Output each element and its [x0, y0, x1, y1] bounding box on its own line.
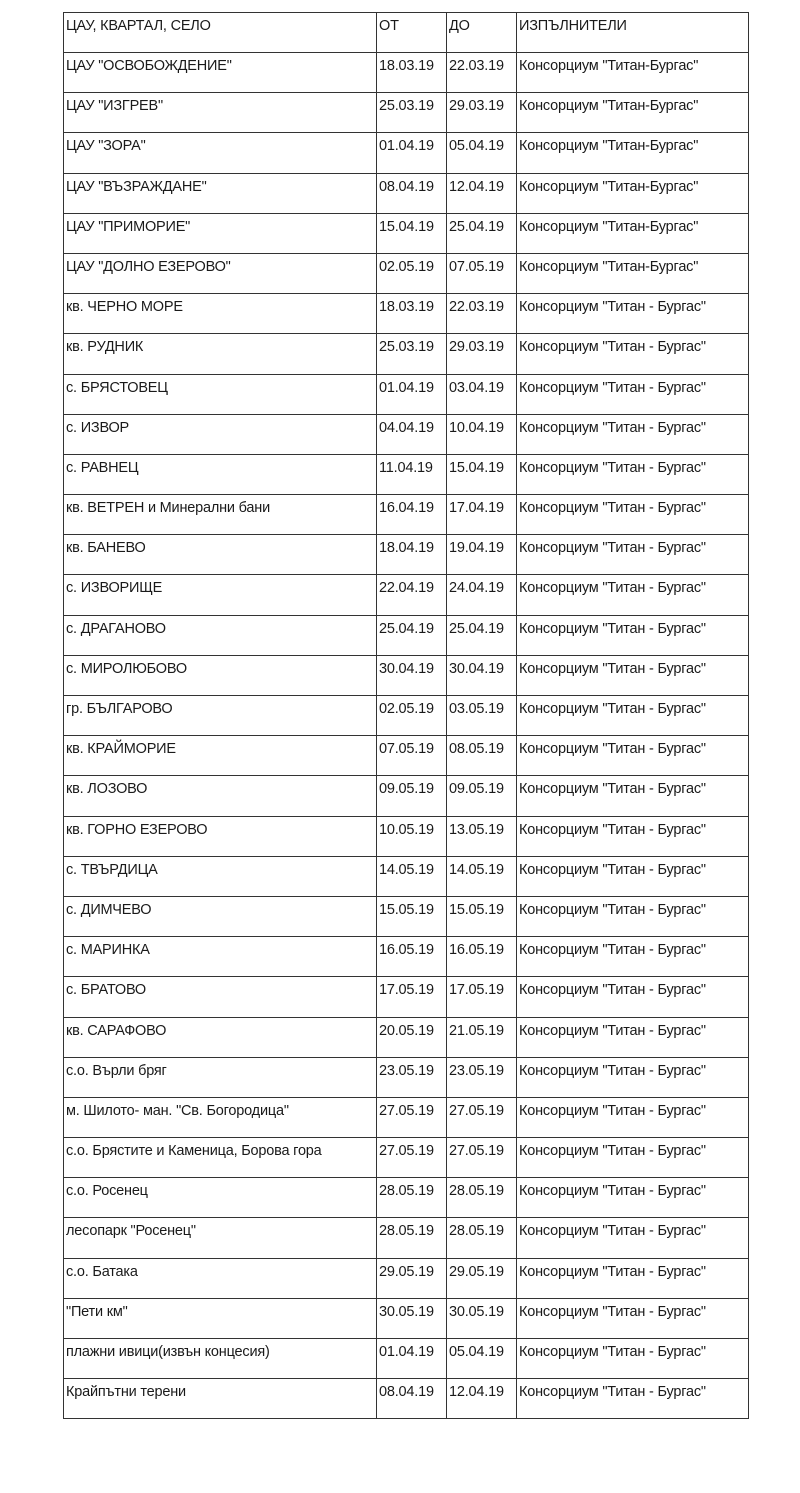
table-row	[64, 1097, 749, 1137]
table-row	[64, 334, 749, 374]
from-date-cell: 28.05.19	[377, 1178, 447, 1218]
from-date-cell: 20.05.19	[377, 1017, 447, 1057]
table-row	[64, 937, 749, 977]
place-cell: с. ДИМЧЕВО	[64, 896, 377, 936]
from-date-cell: 15.04.19	[377, 213, 447, 253]
place-cell: кв. ЧЕРНО МОРЕ	[64, 294, 377, 334]
place-cell: ЦАУ "ИЗГРЕВ"	[64, 93, 377, 133]
place-cell: ЦАУ "ВЪЗРАЖДАНЕ"	[64, 173, 377, 213]
executor-cell: Консорциум "Титан - Бургас"	[517, 454, 749, 494]
place-cell: с.о. Росенец	[64, 1178, 377, 1218]
executor-cell: Консорциум "Титан-Бургас"	[517, 133, 749, 173]
from-date-cell: 16.05.19	[377, 937, 447, 977]
place-cell: ЦАУ "ЗОРА"	[64, 133, 377, 173]
table-row	[64, 736, 749, 776]
place-cell: ЦАУ "ОСВОБОЖДЕНИЕ"	[64, 53, 377, 93]
table-row	[64, 1258, 749, 1298]
to-date-cell: 22.03.19	[447, 294, 517, 334]
to-date-cell: 15.05.19	[447, 896, 517, 936]
executor-cell: Консорциум "Титан - Бургас"	[517, 1057, 749, 1097]
place-cell: кв. РУДНИК	[64, 334, 377, 374]
table-row	[64, 696, 749, 736]
table-row	[64, 213, 749, 253]
from-date-cell: 25.04.19	[377, 615, 447, 655]
place-cell: кв. САРАФОВО	[64, 1017, 377, 1057]
to-date-cell: 12.04.19	[447, 173, 517, 213]
to-date-cell: 21.05.19	[447, 1017, 517, 1057]
table-row	[64, 1178, 749, 1218]
from-date-cell: 07.05.19	[377, 736, 447, 776]
to-date-cell: 07.05.19	[447, 253, 517, 293]
table-row	[64, 53, 749, 93]
executor-cell: Консорциум "Титан - Бургас"	[517, 856, 749, 896]
to-date-cell: 15.04.19	[447, 454, 517, 494]
to-date-cell: 28.05.19	[447, 1178, 517, 1218]
place-cell: гр. БЪЛГАРОВО	[64, 696, 377, 736]
table-row	[64, 454, 749, 494]
to-date-cell: 13.05.19	[447, 816, 517, 856]
to-date-cell: 05.04.19	[447, 1339, 517, 1379]
to-date-cell: 28.05.19	[447, 1218, 517, 1258]
place-cell: с. БРАТОВО	[64, 977, 377, 1017]
from-date-cell: 23.05.19	[377, 1057, 447, 1097]
from-date-cell: 30.04.19	[377, 655, 447, 695]
from-date-cell: 22.04.19	[377, 575, 447, 615]
executor-cell: Консорциум "Титан-Бургас"	[517, 253, 749, 293]
from-date-cell: 27.05.19	[377, 1138, 447, 1178]
executor-cell: Консорциум "Титан - Бургас"	[517, 816, 749, 856]
table-row	[64, 856, 749, 896]
from-date-cell: 02.05.19	[377, 253, 447, 293]
place-cell: кв. ГОРНО ЕЗЕРОВО	[64, 816, 377, 856]
from-date-cell: 18.03.19	[377, 294, 447, 334]
table-row	[64, 1017, 749, 1057]
place-cell: с.о. Върли бряг	[64, 1057, 377, 1097]
place-cell: плажни ивици(извън концесия)	[64, 1339, 377, 1379]
from-date-cell: 08.04.19	[377, 1379, 447, 1419]
executor-cell: Консорциум "Титан-Бургас"	[517, 213, 749, 253]
executor-cell: Консорциум "Титан - Бургас"	[517, 334, 749, 374]
from-date-cell: 15.05.19	[377, 896, 447, 936]
to-date-cell: 27.05.19	[447, 1138, 517, 1178]
from-date-cell: 08.04.19	[377, 173, 447, 213]
to-date-cell: 29.03.19	[447, 93, 517, 133]
table-row	[64, 896, 749, 936]
place-cell: кв. ЛОЗОВО	[64, 776, 377, 816]
table-body	[64, 13, 749, 1419]
table-row	[64, 1057, 749, 1097]
from-date-cell: 10.05.19	[377, 816, 447, 856]
header-executor: ИЗПЪЛНИТЕЛИ	[517, 13, 749, 53]
from-date-cell: 17.05.19	[377, 977, 447, 1017]
from-date-cell: 01.04.19	[377, 133, 447, 173]
to-date-cell: 12.04.19	[447, 1379, 517, 1419]
executor-cell: Консорциум "Титан - Бургас"	[517, 1298, 749, 1338]
executor-cell: Консорциум "Титан - Бургас"	[517, 1017, 749, 1057]
place-cell: с. МИРОЛЮБОВО	[64, 655, 377, 695]
to-date-cell: 30.05.19	[447, 1298, 517, 1338]
from-date-cell: 27.05.19	[377, 1097, 447, 1137]
table-row	[64, 374, 749, 414]
table-row	[64, 816, 749, 856]
to-date-cell: 27.05.19	[447, 1097, 517, 1137]
from-date-cell: 16.04.19	[377, 495, 447, 535]
from-date-cell: 01.04.19	[377, 374, 447, 414]
table-row	[64, 294, 749, 334]
executor-cell: Консорциум "Титан - Бургас"	[517, 655, 749, 695]
to-date-cell: 16.05.19	[447, 937, 517, 977]
from-date-cell: 04.04.19	[377, 414, 447, 454]
executor-cell: Консорциум "Титан-Бургас"	[517, 173, 749, 213]
to-date-cell: 17.05.19	[447, 977, 517, 1017]
place-cell: с.о. Брястите и Каменица, Борова гора	[64, 1138, 377, 1178]
from-date-cell: 25.03.19	[377, 93, 447, 133]
from-date-cell: 25.03.19	[377, 334, 447, 374]
place-cell: с. ТВЪРДИЦА	[64, 856, 377, 896]
executor-cell: Консорциум "Титан - Бургас"	[517, 1379, 749, 1419]
table-row	[64, 1339, 749, 1379]
to-date-cell: 30.04.19	[447, 655, 517, 695]
to-date-cell: 29.03.19	[447, 334, 517, 374]
to-date-cell: 24.04.19	[447, 575, 517, 615]
table-row	[64, 1138, 749, 1178]
executor-cell: Консорциум "Титан-Бургас"	[517, 93, 749, 133]
place-cell: кв. БАНЕВО	[64, 535, 377, 575]
from-date-cell: 14.05.19	[377, 856, 447, 896]
table-row	[64, 133, 749, 173]
place-cell: ЦАУ "ПРИМОРИЕ"	[64, 213, 377, 253]
executor-cell: Консорциум "Титан - Бургас"	[517, 1178, 749, 1218]
executor-cell: Консорциум "Титан - Бургас"	[517, 937, 749, 977]
table-row	[64, 535, 749, 575]
from-date-cell: 18.04.19	[377, 535, 447, 575]
executor-cell: Консорциум "Титан - Бургас"	[517, 1339, 749, 1379]
to-date-cell: 25.04.19	[447, 615, 517, 655]
place-cell: кв. КРАЙМОРИЕ	[64, 736, 377, 776]
to-date-cell: 29.05.19	[447, 1258, 517, 1298]
to-date-cell: 03.05.19	[447, 696, 517, 736]
to-date-cell: 08.05.19	[447, 736, 517, 776]
to-date-cell: 23.05.19	[447, 1057, 517, 1097]
from-date-cell: 11.04.19	[377, 454, 447, 494]
header-row	[64, 13, 749, 53]
executor-cell: Консорциум "Титан - Бургас"	[517, 414, 749, 454]
table-row	[64, 1379, 749, 1419]
executor-cell: Консорциум "Титан - Бургас"	[517, 535, 749, 575]
place-cell: с. БРЯСТОВЕЦ	[64, 374, 377, 414]
executor-cell: Консорциум "Титан - Бургас"	[517, 1218, 749, 1258]
table-row	[64, 495, 749, 535]
place-cell: с. ИЗВОРИЩЕ	[64, 575, 377, 615]
from-date-cell: 09.05.19	[377, 776, 447, 816]
executor-cell: Консорциум "Титан - Бургас"	[517, 896, 749, 936]
from-date-cell: 02.05.19	[377, 696, 447, 736]
executor-cell: Консорциум "Титан - Бургас"	[517, 1097, 749, 1137]
header-from: ОТ	[377, 13, 447, 53]
to-date-cell: 05.04.19	[447, 133, 517, 173]
table-row	[64, 655, 749, 695]
table-row	[64, 977, 749, 1017]
executor-cell: Консорциум "Титан - Бургас"	[517, 294, 749, 334]
place-cell: лесопарк "Росенец"	[64, 1218, 377, 1258]
to-date-cell: 10.04.19	[447, 414, 517, 454]
to-date-cell: 22.03.19	[447, 53, 517, 93]
executor-cell: Консорциум "Титан - Бургас"	[517, 1138, 749, 1178]
place-cell: с. ИЗВОР	[64, 414, 377, 454]
place-cell: кв. ВЕТРЕН и Минерални бани	[64, 495, 377, 535]
header-to: ДО	[447, 13, 517, 53]
table-row	[64, 93, 749, 133]
table-row	[64, 253, 749, 293]
executor-cell: Консорциум "Титан-Бургас"	[517, 53, 749, 93]
executor-cell: Консорциум "Титан - Бургас"	[517, 776, 749, 816]
place-cell: с.о. Батака	[64, 1258, 377, 1298]
executor-cell: Консорциум "Титан - Бургас"	[517, 1258, 749, 1298]
executor-cell: Консорциум "Титан - Бургас"	[517, 696, 749, 736]
to-date-cell: 09.05.19	[447, 776, 517, 816]
place-cell: с. ДРАГАНОВО	[64, 615, 377, 655]
to-date-cell: 25.04.19	[447, 213, 517, 253]
schedule-table	[63, 12, 749, 1419]
to-date-cell: 19.04.19	[447, 535, 517, 575]
place-cell: "Пети км"	[64, 1298, 377, 1338]
table-row	[64, 575, 749, 615]
executor-cell: Консорциум "Титан - Бургас"	[517, 495, 749, 535]
place-cell: ЦАУ "ДОЛНО ЕЗЕРОВО"	[64, 253, 377, 293]
place-cell: с. РАВНЕЦ	[64, 454, 377, 494]
place-cell: м. Шилото- ман. "Св. Богородица"	[64, 1097, 377, 1137]
to-date-cell: 03.04.19	[447, 374, 517, 414]
from-date-cell: 18.03.19	[377, 53, 447, 93]
place-cell: с. МАРИНКА	[64, 937, 377, 977]
table-row	[64, 1218, 749, 1258]
executor-cell: Консорциум "Титан - Бургас"	[517, 615, 749, 655]
executor-cell: Консорциум "Титан - Бургас"	[517, 736, 749, 776]
from-date-cell: 29.05.19	[377, 1258, 447, 1298]
from-date-cell: 30.05.19	[377, 1298, 447, 1338]
to-date-cell: 14.05.19	[447, 856, 517, 896]
to-date-cell: 17.04.19	[447, 495, 517, 535]
executor-cell: Консорциум "Титан - Бургас"	[517, 374, 749, 414]
table-row	[64, 414, 749, 454]
from-date-cell: 01.04.19	[377, 1339, 447, 1379]
executor-cell: Консорциум "Титан - Бургас"	[517, 977, 749, 1017]
table-row	[64, 173, 749, 213]
table-row	[64, 1298, 749, 1338]
table-row	[64, 615, 749, 655]
header-place: ЦАУ, КВАРТАЛ, СЕЛО	[64, 13, 377, 53]
place-cell: Крайпътни терени	[64, 1379, 377, 1419]
from-date-cell: 28.05.19	[377, 1218, 447, 1258]
executor-cell: Консорциум "Титан - Бургас"	[517, 575, 749, 615]
table-row	[64, 776, 749, 816]
